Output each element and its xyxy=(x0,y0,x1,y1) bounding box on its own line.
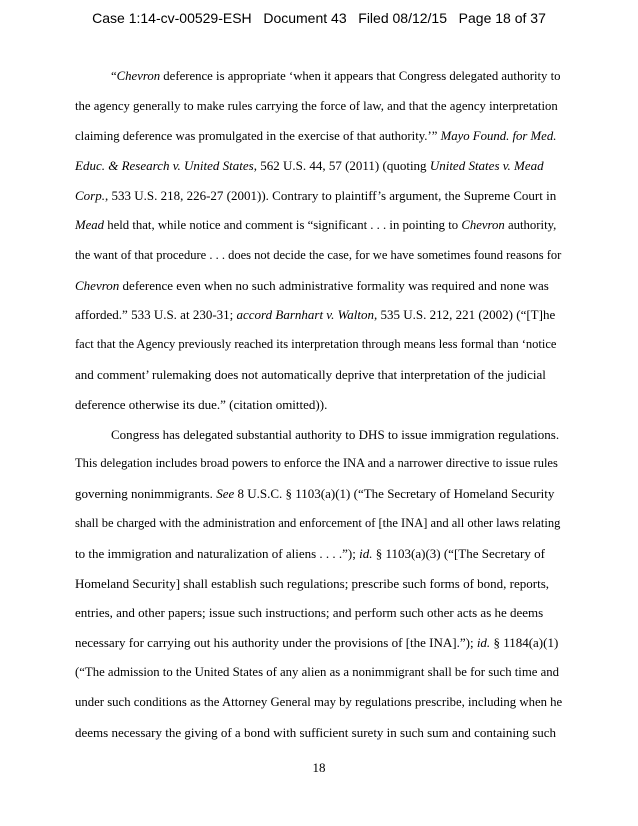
text-line-19: entries, and other papers; issue such instructions; and perform such other acts as he deems xyxy=(75,605,544,621)
text-line-11: and comment’ rulemaking does not automatically deprive that interpretation of the judicial xyxy=(75,366,546,382)
text-line-5: Corp., 533 U.S. 218, 226-27 (2001)). Contrary to plaintiff’s argument, the Supreme Court in xyxy=(75,188,557,204)
case-header: Case 1:14-cv-00529-ESH Document 43 Filed 08/12/15 Page 18 of 37 xyxy=(92,10,546,26)
page-number: 18 xyxy=(312,760,326,775)
text-line-18: Homeland Security] shall establish such regulations; prescribe such forms of bond, reports, xyxy=(75,575,550,591)
text-line-2: the agency generally to make rules carrying the force of law, and that the agency interpretation xyxy=(75,98,558,113)
text-line-22: under such conditions as the Attorney General may by regulations prescribe, including when he xyxy=(75,694,563,709)
text-line-23: deems necessary the giving of a bond with sufficient surety in such sum and containing such xyxy=(75,724,557,740)
text-line-10: fact that the Agency previously reached its interpretation through means less formal than ‘notice xyxy=(75,337,557,352)
text-line-20: necessary for carrying out his authority under the provisions of [the INA].”); id. § 1184(a)(1) xyxy=(75,635,559,651)
text-line-6: Mead held that, while notice and comment is “significant . . . in pointing to Chevron authority, xyxy=(75,217,557,232)
text-line-3: claiming deference was promulgated in the exercise of that authority.’” Mayo Found. for Med. xyxy=(75,128,557,143)
text-line-17: to the immigration and naturalization of aliens . . . .”); id. § 1103(a)(3) (“[The Secretary of xyxy=(75,545,545,561)
document-body xyxy=(75,62,565,747)
text-line-1: “Chevron deference is appropriate ‘when it appears that Congress delegated authority to xyxy=(111,69,561,83)
text-line-7: the want of that procedure . . . does not decide the case, for we have sometimes found reasons for xyxy=(75,247,562,262)
text-line-12: deference otherwise its due.” (citation omitted)). xyxy=(75,396,328,412)
text-line-9: afforded.” 533 U.S. at 230-31; accord Barnhart v. Walton, 535 U.S. 212, 221 (2002) (“[T]he xyxy=(75,307,556,323)
text-line-8: Chevron deference even when no such administrative formality was required and none was xyxy=(75,277,549,293)
text-line-14: This delegation includes broad powers to enforce the INA and a narrower directive to issue rules xyxy=(75,456,558,471)
text-line-21: (“The admission to the United States of any alien as a nonimmigrant shall be for such time and xyxy=(75,664,560,679)
text-line-15: governing nonimmigrants. See 8 U.S.C. § 1103(a)(1) (“The Secretary of Homeland Security xyxy=(75,486,555,502)
text-line-13: Congress has delegated substantial authority to DHS to issue immigration regulations. xyxy=(111,426,560,442)
text-line-4: Educ. & Research v. United States, 562 U.S. 44, 57 (2011) (quoting United States v. Mead xyxy=(75,158,544,174)
text-line-16: shall be charged with the administration and enforcement of [the INA] and all other laws relating xyxy=(75,515,561,530)
